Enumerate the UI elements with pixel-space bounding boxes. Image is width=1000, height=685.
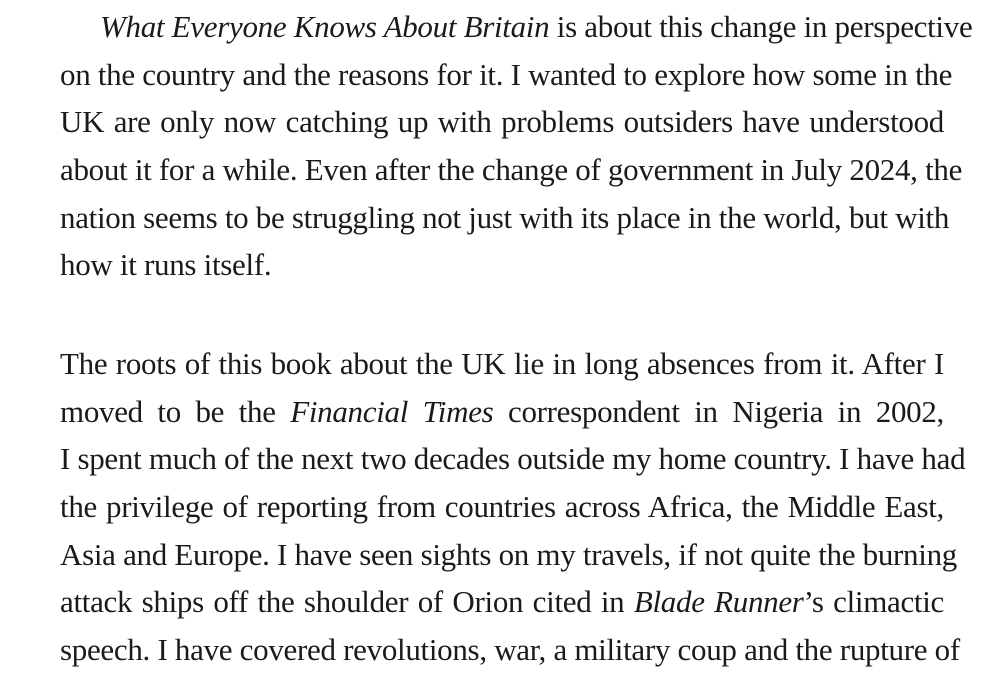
text-segment: how it runs itself. [60,247,272,283]
text-segment: attack ships off the shoulder of Orion cited in [60,584,634,620]
text-line [60,388,944,436]
text-line [60,146,963,194]
film-title: Blade Runner [633,584,804,620]
text-segment: Asia and Europe. I have seen sights on my travels, if not quite the burning [60,536,957,572]
text-segment: correspondent in Nigeria in 2002, [493,393,944,429]
text-segment: I spent much of the next two decades outside my home country. I have had [60,441,966,477]
text-line [60,483,944,531]
text-line [60,194,950,242]
text-segment: UK are only now catching up with problems outsiders have understood [60,104,944,140]
text-segment: speech. I have covered revolutions, war, a military coup and the rupture of [60,632,960,668]
publication-title: Financial Times [290,393,494,429]
text-segment: nation seems to be struggling not just with its place in the world, but with [60,199,950,235]
text-line [60,531,957,579]
paragraph-2 [60,340,966,674]
text-segment: ’s climactic [803,584,945,620]
text-segment: The roots of this book about the UK lie in long absences from it. After I [60,346,944,381]
text-segment: about it for a while. Even after the change of government in July 2024, the [60,152,963,188]
text-line [60,340,944,388]
book-title: What Everyone Knows About Britain [100,9,550,44]
text-segment: moved to be the [60,393,291,429]
text-line [60,435,966,483]
text-segment: is about this change in perspective [549,9,973,44]
text-line [60,578,944,626]
text-segment: on the country and the reasons for it. I wanted to explore how some in the [60,56,953,92]
text-line [60,51,953,99]
text-line [60,3,973,51]
text-line [60,98,944,146]
paragraph-1 [60,3,973,289]
text-line [60,241,944,289]
text-segment: the privilege of reporting from countries across Africa, the Middle East, [60,489,944,525]
text-line [60,626,960,674]
